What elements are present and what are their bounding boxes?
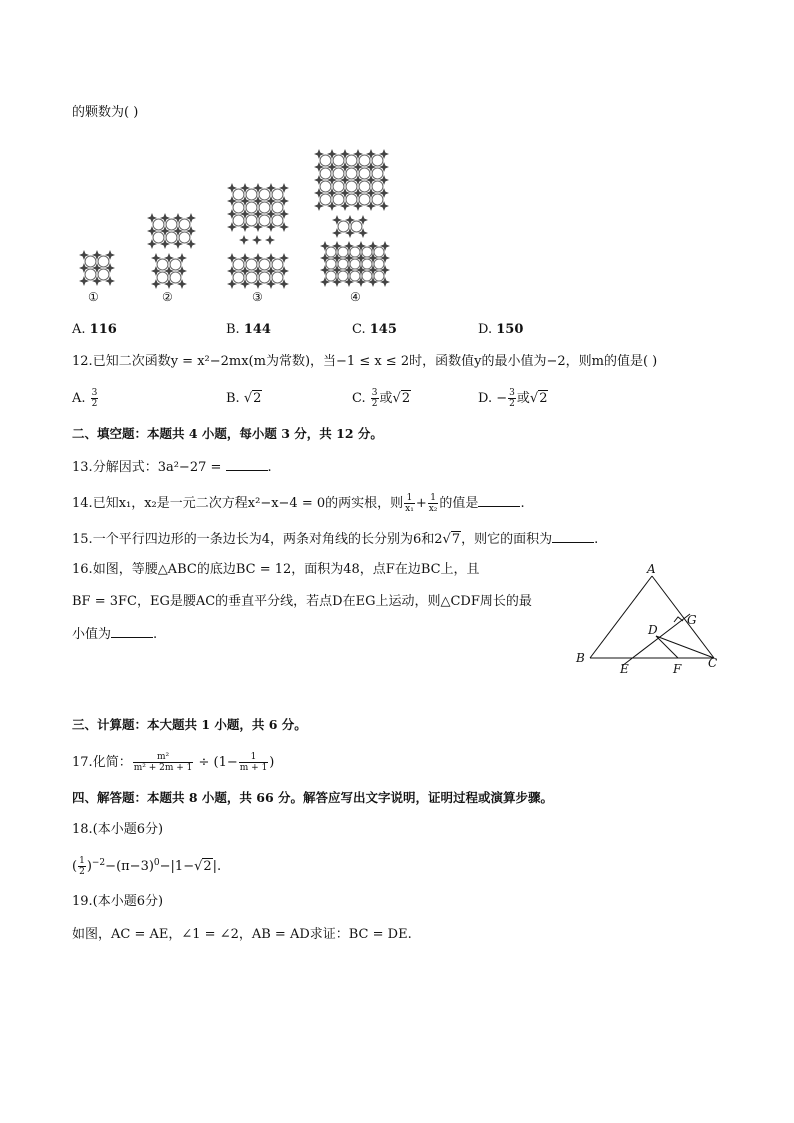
lattice-cell [351,221,362,232]
lattice-cell [359,181,370,192]
lattice-cell [272,189,283,200]
star-mark [379,162,389,172]
pattern-label-1: ① [88,290,99,304]
lattice-cell [98,269,109,280]
star-mark [366,162,376,172]
lattice-cell [338,221,349,232]
question-13: 13.分解因式：3a²−27 = . [72,457,272,477]
star-mark [332,253,342,263]
lattice-cell [320,194,331,205]
star-mark [92,250,102,260]
star-mark [151,253,161,263]
right-angle-mark [674,617,683,622]
star-mark [253,266,263,276]
star-mark [340,149,350,159]
star-mark [320,241,330,251]
star-mark [253,183,263,193]
question-16-line-3: 小值为 . [72,624,157,644]
star-mark [314,175,324,185]
lattice-cell [359,168,370,179]
star-mark [320,253,330,263]
star-mark [173,213,183,223]
lattice-cell [372,168,383,179]
q12-option-d: D. − $\frac{3}{2}$ 或√2 [478,388,548,409]
lattice-cell [153,232,164,243]
pattern-label-2: ② [162,290,173,304]
star-mark [379,175,389,185]
label-a: A [647,562,656,576]
lattice-cell [170,272,181,283]
q14-answer-blank[interactable] [478,493,520,507]
star-mark [320,277,330,287]
star-mark [186,213,196,223]
star-mark [279,279,289,289]
star-mark [79,276,89,286]
lattice-cell [233,202,244,213]
question-18-heading: 18.(本小题6分) [72,822,164,837]
star-mark [279,222,289,232]
star-mark [279,266,289,276]
lattice-cell [374,247,384,257]
star-mark [332,277,342,287]
lattice-cell [246,189,257,200]
lattice-cell [170,259,181,270]
star-mark [253,196,263,206]
lattice-cell [372,181,383,192]
label-b: B [576,651,585,665]
lattice-cell [179,219,190,230]
lattice-cell [272,215,283,226]
lattice-cell [233,272,244,283]
lattice-cell [326,247,336,257]
star-pattern-drawing [72,140,396,305]
lattice-cell [259,259,270,270]
lattice-cell [246,215,257,226]
star-mark [279,253,289,263]
lattice-cell [333,194,344,205]
star-mark [340,188,350,198]
lattice-cell [320,168,331,179]
star-mark [266,196,276,206]
q11-option-a: A. 116 [72,322,117,337]
star-mark [265,235,275,245]
label-e: E [620,662,629,676]
star-mark [147,213,157,223]
question-11-tail: 的颗数为( ) [72,105,139,120]
label-g: G [687,613,697,627]
lattice-cell [320,155,331,166]
star-mark [356,253,366,263]
lattice-cell [326,259,336,269]
q15-answer-blank[interactable] [552,529,594,543]
lattice-cell [338,247,348,257]
lattice-cell [233,189,244,200]
star-mark [227,222,237,232]
star-mark [252,235,262,245]
star-mark [368,277,378,287]
label-d: D [648,623,658,637]
star-pattern-figure [72,140,396,305]
lattice-cell [246,202,257,213]
question-15: 15.一个平行四边形的一条边长为4，两条对角线的长分别为6和2√7，则它的面积为 . [72,529,598,549]
lattice-cell [157,272,168,283]
triangle-figure [570,562,730,680]
q16-answer-blank[interactable] [111,624,153,638]
star-mark [151,279,161,289]
lattice-cell [362,259,372,269]
star-mark [358,215,368,225]
star-mark [353,149,363,159]
lattice-cell [346,194,357,205]
star-mark [266,279,276,289]
lattice-cell [362,271,372,281]
star-mark [380,265,390,275]
star-mark [240,209,250,219]
star-mark [79,263,89,273]
star-mark [340,162,350,172]
star-mark [344,265,354,275]
star-mark [356,277,366,287]
lattice-cell [259,215,270,226]
lattice-cell [272,259,283,270]
lattice-cell [179,232,190,243]
star-mark [368,241,378,251]
star-mark [240,183,250,193]
star-mark [379,201,389,211]
star-mark [266,266,276,276]
star-mark [240,279,250,289]
lattice-cell [372,155,383,166]
star-mark [353,162,363,172]
star-mark [266,209,276,219]
star-mark [327,188,337,198]
star-mark [105,250,115,260]
star-mark [160,239,170,249]
star-mark [227,209,237,219]
side-ab [590,576,652,658]
star-mark [368,265,378,275]
star-mark [340,175,350,185]
q12-option-c: C. $\frac{3}{2}$ 或√2 [352,388,411,409]
lattice-cell [350,271,360,281]
q11-option-d: D. 150 [478,322,524,337]
star-mark [366,188,376,198]
star-mark [332,215,342,225]
star-mark [239,235,249,245]
lattice-cell [326,271,336,281]
star-mark [160,213,170,223]
star-mark [368,253,378,263]
star-mark [160,226,170,236]
lattice-cell [320,181,331,192]
star-mark [227,266,237,276]
pattern-label-3: ③ [252,290,263,304]
star-mark [227,279,237,289]
side-ac [652,576,714,658]
star-mark [173,226,183,236]
star-mark [340,201,350,211]
lattice-cell [359,194,370,205]
star-mark [186,226,196,236]
star-mark [345,228,355,238]
star-mark [314,188,324,198]
star-mark [366,201,376,211]
star-mark [266,183,276,193]
star-mark [344,253,354,263]
lattice-cell [350,259,360,269]
lattice-cell [259,202,270,213]
star-mark [253,209,263,219]
star-mark [105,263,115,273]
star-mark [177,253,187,263]
star-mark [151,266,161,276]
star-mark [332,228,342,238]
star-mark [380,277,390,287]
star-mark [314,162,324,172]
star-mark [380,253,390,263]
lattice-cell [85,256,96,267]
lattice-cell [374,271,384,281]
lattice-cell [166,219,177,230]
label-f: F [673,662,682,676]
star-mark [177,279,187,289]
star-mark [240,266,250,276]
star-mark [332,241,342,251]
star-mark [147,239,157,249]
lattice-cell [346,181,357,192]
question-16-line-2: BF = 3FC，EG是腰AC的垂直平分线，若点D在EG上运动，则△CDF周长的最 [72,594,532,609]
star-mark [253,253,263,263]
question-16-line-1: 16.如图，等腰△ABC的底边BC = 12，面积为48，点F在边BC上，且 [72,562,480,577]
star-mark [227,196,237,206]
lattice-cell [272,202,283,213]
question-19-heading: 19.(本小题6分) [72,894,164,909]
lattice-cell [246,272,257,283]
lattice-cell [346,168,357,179]
pattern-label-4: ④ [350,290,361,304]
star-mark [79,250,89,260]
question-12: 12.已知二次函数y = x²−2mx(m为常数)，当−1 ≤ x ≤ 2时，函数值y的最小值为−2，则m的值是( ) [72,354,658,369]
segment-df [656,636,678,658]
lattice-cell [372,194,383,205]
star-mark [366,149,376,159]
lattice-cell [233,259,244,270]
section-4-heading: 四、解答题：本题共 8 小题，共 66 分。解答应写出文字说明，证明过程或演算步骤。 [72,790,554,805]
section-3-heading: 三、计算题：本大题共 1 小题，共 6 分。 [72,717,307,732]
star-mark [279,183,289,193]
star-mark [227,183,237,193]
lattice-cell [338,259,348,269]
lattice-cell [350,247,360,257]
star-mark [186,239,196,249]
lattice-cell [259,189,270,200]
lattice-cell [333,168,344,179]
star-mark [240,253,250,263]
section-2-heading: 二、填空题：本题共 4 小题，每小题 3 分，共 12 分。 [72,426,383,441]
star-mark [353,188,363,198]
star-mark [358,228,368,238]
star-mark [353,175,363,185]
star-mark [147,226,157,236]
star-mark [240,222,250,232]
lattice-cell [85,269,96,280]
lattice-cell [153,219,164,230]
star-mark [92,276,102,286]
lattice-cell [157,259,168,270]
star-mark [164,253,174,263]
star-mark [345,215,355,225]
star-mark [314,149,324,159]
star-mark [327,149,337,159]
lattice-cell [346,155,357,166]
lattice-cell [166,232,177,243]
star-mark [356,241,366,251]
lattice-cell [362,247,372,257]
lattice-cell [246,259,257,270]
star-mark [279,196,289,206]
star-mark [327,175,337,185]
star-mark [227,253,237,263]
star-mark [327,201,337,211]
question-17: 17.化简： $\frac{\text{m²}}{\text{m² + 2m + 1}}$ ÷ (1− $\frac{1}{m + 1}$ ) [72,752,275,773]
star-mark [379,149,389,159]
lattice-cell [338,271,348,281]
star-mark [173,239,183,249]
star-mark [177,266,187,276]
lattice-cell [359,155,370,166]
star-mark [92,263,102,273]
star-mark [356,265,366,275]
question-18-expression: ( $\frac{1}{2}$ )$^{-2}-(\pi-3)^0-|1-√2|$. [72,856,222,877]
star-mark [380,241,390,251]
star-mark [279,209,289,219]
lattice-cell [259,272,270,283]
q11-option-c: C. 145 [352,322,397,337]
star-mark [327,162,337,172]
lattice-cell [233,215,244,226]
q11-option-b: B. 144 [226,322,271,337]
star-mark [344,241,354,251]
q13-answer-blank[interactable] [226,457,268,471]
lattice-cell [333,181,344,192]
star-mark [105,276,115,286]
lattice-cell [272,272,283,283]
lattice-cell [98,256,109,267]
star-mark [314,201,324,211]
lattice-cell [374,259,384,269]
star-mark [266,253,276,263]
star-mark [353,201,363,211]
q12-option-b: B. √2 [226,391,262,406]
star-mark [366,175,376,185]
star-mark [344,277,354,287]
label-c: C [708,656,718,670]
star-mark [253,222,263,232]
star-mark [332,265,342,275]
star-mark [320,265,330,275]
question-14: 14.已知x₁，x₂是一元二次方程x²−x−4 = 0的两实根，则 $\frac{1}{\text{x₁}}$ + $\frac{1}{\text{x₂}}$ 的值是 . [72,493,525,514]
star-mark [164,266,174,276]
star-mark [379,188,389,198]
lattice-cell [333,155,344,166]
question-19-text: 如图，AC = AE，∠1 = ∠2，AB = AD求证：BC = DE. [72,927,412,942]
star-mark [240,196,250,206]
star-mark [266,222,276,232]
q12-option-a: A. $\frac{3}{2}$ [72,388,98,409]
